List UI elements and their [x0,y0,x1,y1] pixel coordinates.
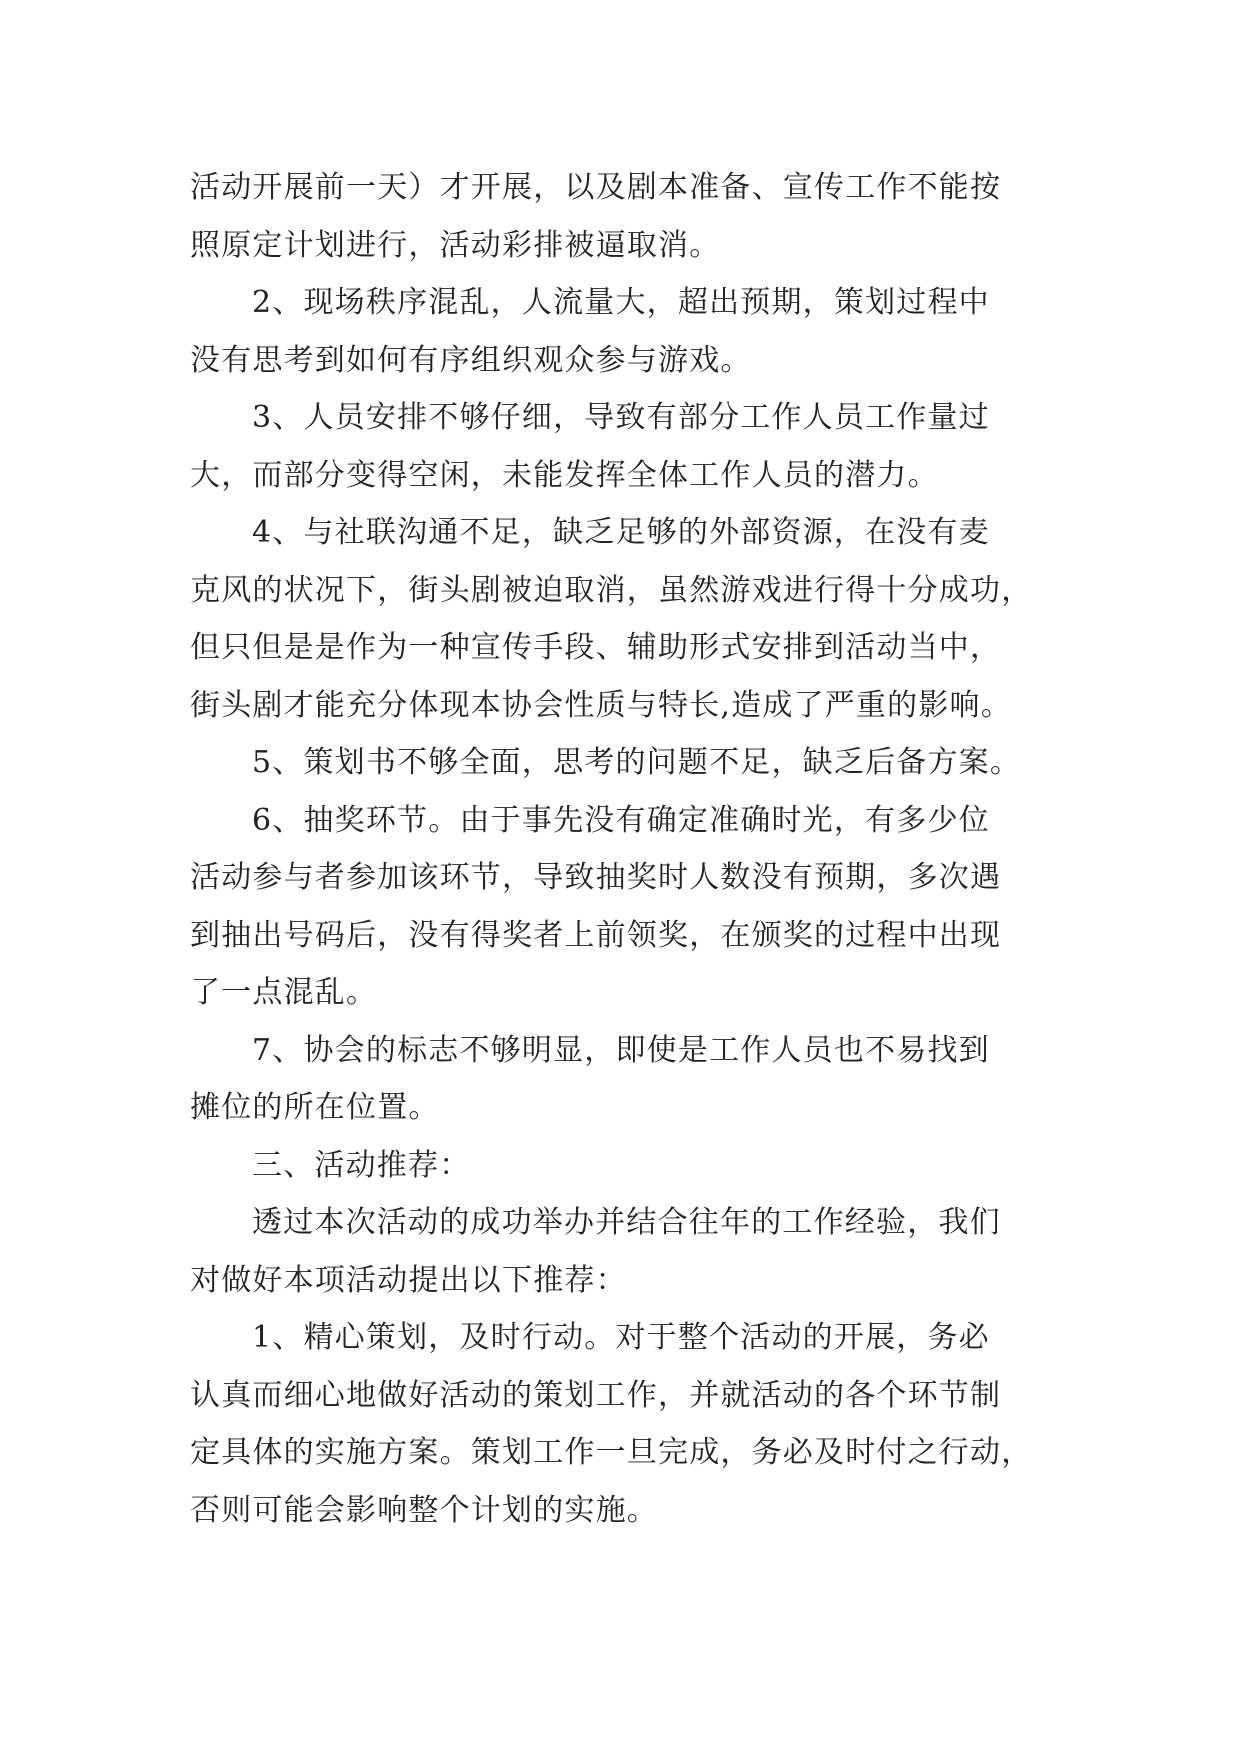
text-line: 摊位的所在位置。 [190,1090,440,1125]
text-line: 活动开展前一天）才开展，以及剧本准备、宣传工作不能按 [190,170,1002,205]
text-line: 4、与社联沟通不足，缺乏足够的外部资源，在没有麦 [252,515,990,550]
text-line: 透过本次活动的成功举办并结合往年的工作经验，我们 [252,1205,1001,1240]
text-line: 6、抽奖环节。由于事先没有确定准确时光，有多少位 [252,802,990,838]
text-line: 3、人员安排不够仔细，导致有部分工作人员工作量过 [252,400,990,435]
text-line: 到抽出号码后，没有得奖者上前领奖，在颁奖的过程中出现 [190,917,1002,953]
text-line: 克风的状况下，街头剧被迫取消，虽然游戏进行得十分成功， [190,572,1033,608]
text-line: 7、协会的标志不够明显，即使是工作人员也不易找到 [252,1032,990,1068]
text-line: 5、策划书不够全面，思考的问题不足，缺乏后备方案。 [252,745,1022,780]
text-line: 没有思考到如何有序组织观众参与游戏。 [190,342,752,378]
text-line: 了一点混乱。 [190,975,378,1010]
text-line: 认真而细心地做好活动的策划工作，并就活动的各个环节制 [190,1377,1002,1413]
text-line: 1、精心策划，及时行动。对于整个活动的开展，务必 [252,1320,990,1355]
section-heading: 三、活动推荐： [252,1147,471,1183]
text-line: 照原定计划进行，活动彩排被逼取消。 [190,227,721,263]
text-line: 街头剧才能充分体现本协会性质与特长,造成了严重的影响。 [190,687,1012,723]
text-line: 否则可能会影响整个计划的实施。 [190,1492,658,1528]
text-line: 但只但是是作为一种宣传手段、辅助形式安排到活动当中， [190,630,1002,665]
text-line: 大，而部分变得空闲，未能发挥全体工作人员的潜力。 [190,457,939,493]
text-line: 活动参与者参加该环节，导致抽奖时人数没有预期，多次遇 [190,860,1002,895]
text-line: 对做好本项活动提出以下推荐： [190,1262,627,1298]
text-line: 2、现场秩序混乱，人流量大，超出预期，策划过程中 [252,285,990,320]
document-body [190,159,1055,1539]
text-line: 定具体的实施方案。策划工作一旦完成，务必及时付之行动， [190,1435,1033,1470]
